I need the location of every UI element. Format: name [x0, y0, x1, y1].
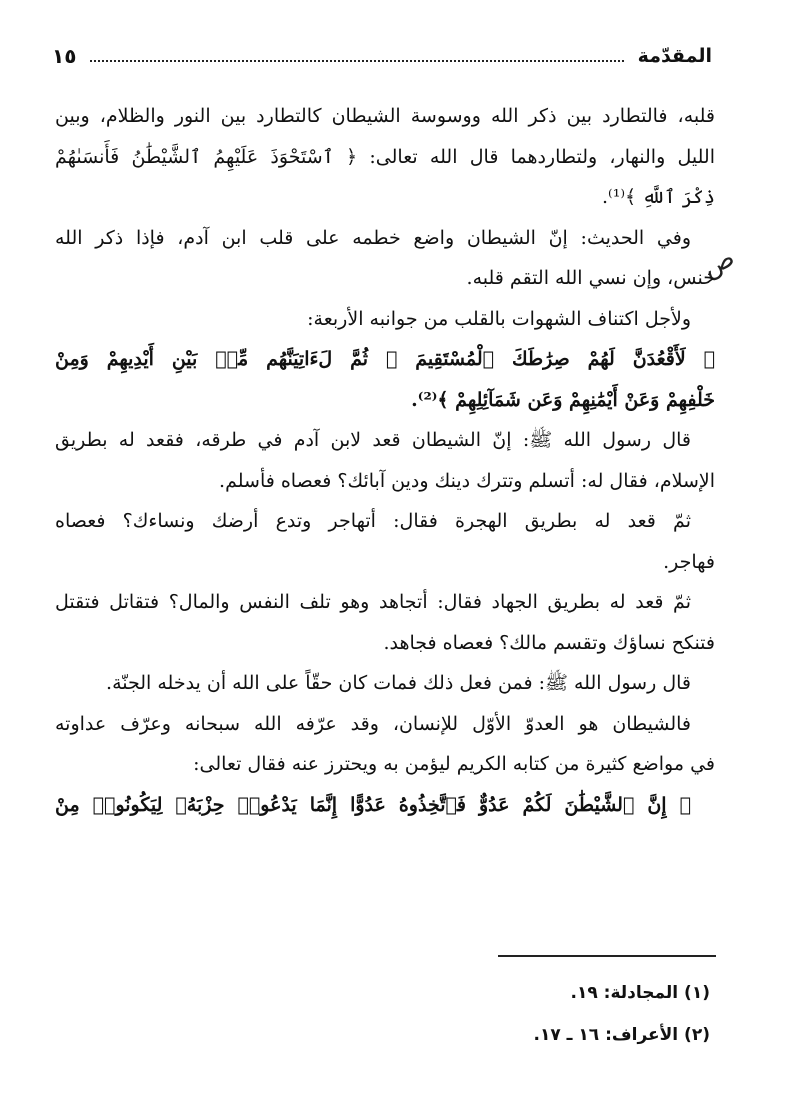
- footnote-separator: [498, 955, 716, 957]
- quran-verse-line: خَلْفِهِمْ وَعَنْ أَيْمَٰنِهِمْ وَعَن شَمَآئِلِهِمْ ﴾⁽²⁾.: [411, 388, 715, 411]
- text-line: قلبه، فالتطارد بين ذكر الله ووسوسة الشيطان كالتطارد بين النور والظلام، وبين: [55, 105, 715, 127]
- footnote-2: (٢) الأعراف: ١٦ ـ ١٧.: [533, 1025, 710, 1045]
- section-title: المقدّمة: [637, 45, 712, 67]
- text-line: ثمّ قعد له بطريق الهجرة فقال: أتهاجر وتدع أرضك ونساءك؟ فعصاه: [55, 510, 691, 532]
- text-line: في مواضع كثيرة من كتابه الكريم ليؤمن به ويحترز عنه فقال تعالى:: [193, 753, 715, 775]
- page-number: ١٥: [52, 44, 77, 68]
- margin-annotation-mark: ص: [698, 242, 740, 284]
- text-line: قال رسول الله ﷺ: فمن فعل ذلك فمات كان حقّاً على الله أن يدخله الجنّة.: [106, 672, 691, 694]
- quran-verse-line: ﴿ إِنَّ ٱلشَّيْطَٰنَ لَكُمْ عَدُوٌّ فَٱتَّخِذُوهُ عَدُوًّا إِنَّمَا يَدْعُوا۟ حِزْبَهُۥ لِيَكُونُوا۟ مِنْ: [55, 793, 691, 816]
- text-line: فالشيطان هو العدوّ الأوّل للإنسان، وقد عرّفه الله سبحانه وعرّف عداوته: [55, 712, 691, 735]
- text-line: الإسلام، فقال له: أتسلم وتترك دينك ودين آبائك؟ فعصاه فأسلم.: [219, 469, 715, 492]
- text-line: وفي الحديث: إنّ الشيطان واضع خطمه على قلب ابن آدم، فإذا ذكر الله: [55, 226, 691, 249]
- body-text: [55, 96, 715, 825]
- footnotes: [430, 972, 710, 1056]
- text-line: ثمّ قعد له بطريق الجهاد فقال: أتجاهد وهو تلف النفس والمال؟ فتقاتل فتقتل: [55, 591, 691, 613]
- text-line: خنس، وإن نسي الله التقم قلبه.: [466, 267, 715, 289]
- leader-dots: [90, 60, 623, 62]
- footnote-1: (١) المجادلة: ١٩.: [570, 983, 710, 1003]
- quran-verse-line: ﴿ لَأَقْعُدَنَّ لَهُمْ صِرَٰطَكَ ٱلْمُسْتَقِيمَ ۞ ثُمَّ لَءَاتِيَنَّهُم مِّنۢ بَيْنِ أَيْدِيهِمْ وَمِنْ: [55, 348, 715, 370]
- text-line: فهاجر.: [663, 550, 715, 573]
- text-line: ولأجل اكتناف الشهوات بالقلب من جوانبه الأربعة:: [307, 307, 691, 330]
- text-line: الليل والنهار، ولتطاردهما قال الله تعالى: ﴿ ٱسْتَحْوَذَ عَلَيْهِمُ ٱلشَّيْطَٰنُ فَأَنسَىٰهُمْ: [55, 145, 715, 168]
- page-header: [52, 36, 712, 76]
- text-line: فتنكح نساؤك وتقسم مالك؟ فعصاه فجاهد.: [383, 631, 715, 654]
- text-line: قال رسول الله ﷺ: إنّ الشيطان قعد لابن آدم في طرقه، فقعد له بطريق: [55, 429, 691, 451]
- text-line: ذِكْرَ ٱللَّهِ ﴾⁽¹⁾.: [601, 186, 715, 208]
